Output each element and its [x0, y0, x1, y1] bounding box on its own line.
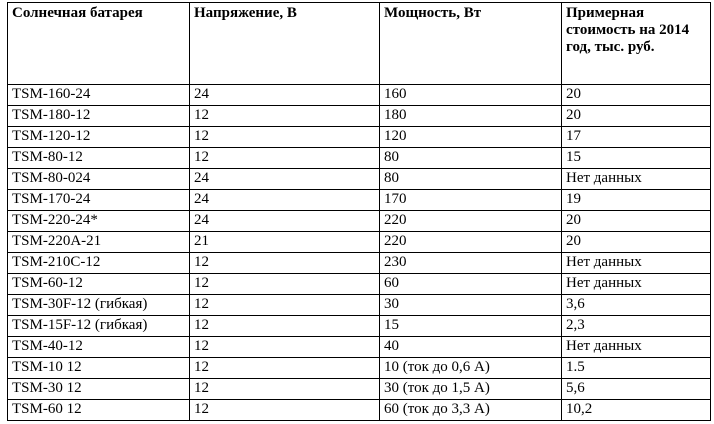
cell-panel-model: TSM-80-12 [8, 148, 190, 169]
cell-voltage: 24 [190, 190, 380, 211]
cell-panel-model: TSM-60-12 [8, 274, 190, 295]
table-row [8, 148, 711, 169]
cell-voltage: 12 [190, 295, 380, 316]
cell-power: 230 [380, 253, 562, 274]
cell-panel-model: TSM-120-12 [8, 127, 190, 148]
header-power: Мощность, Вт [380, 3, 562, 85]
header-cost: Примерная стоимость на 2014 год, тыс. руб. [562, 3, 711, 85]
cell-panel-model: TSM-80-024 [8, 169, 190, 190]
cell-power: 180 [380, 106, 562, 127]
cell-cost: 19 [562, 190, 711, 211]
cell-voltage: 24 [190, 169, 380, 190]
cell-panel-model: TSM-160-24 [8, 85, 190, 106]
cell-power: 30 (ток до 1,5 А) [380, 379, 562, 400]
cell-cost: 5,6 [562, 379, 711, 400]
cell-panel-model: TSM-10 12 [8, 358, 190, 379]
cell-voltage: 12 [190, 127, 380, 148]
cell-panel-model: TSM-210C-12 [8, 253, 190, 274]
table-row [8, 211, 711, 232]
cell-cost: 15 [562, 148, 711, 169]
table-row [8, 358, 711, 379]
table-row [8, 379, 711, 400]
cell-panel-model: TSM-40-12 [8, 337, 190, 358]
cell-cost: 17 [562, 127, 711, 148]
header-panel: Солнечная батарея [8, 3, 190, 85]
cell-power: 80 [380, 169, 562, 190]
cell-cost: 20 [562, 85, 711, 106]
cell-cost: 20 [562, 211, 711, 232]
cell-panel-model: TSM-220-24* [8, 211, 190, 232]
cell-voltage: 12 [190, 274, 380, 295]
cell-cost: 1.5 [562, 358, 711, 379]
cell-panel-model: TSM-220A-21 [8, 232, 190, 253]
table-row [8, 169, 711, 190]
table-row [8, 85, 711, 106]
cell-cost: 20 [562, 106, 711, 127]
cell-cost: 10,2 [562, 400, 711, 421]
cell-power: 120 [380, 127, 562, 148]
cell-voltage: 12 [190, 148, 380, 169]
table-row [8, 253, 711, 274]
cell-cost: Нет данных [562, 274, 711, 295]
cell-power: 220 [380, 232, 562, 253]
cell-power: 30 [380, 295, 562, 316]
cell-power: 40 [380, 337, 562, 358]
table-header-row [8, 3, 711, 85]
cell-panel-model: TSM-30F-12 (гибкая) [8, 295, 190, 316]
table-row [8, 400, 711, 421]
table-row [8, 295, 711, 316]
table-row [8, 274, 711, 295]
header-voltage: Напряжение, В [190, 3, 380, 85]
cell-power: 80 [380, 148, 562, 169]
cell-voltage: 12 [190, 316, 380, 337]
table-body [8, 85, 711, 421]
table-row [8, 232, 711, 253]
cell-cost: 20 [562, 232, 711, 253]
solar-panels-table [7, 2, 711, 421]
cell-power: 170 [380, 190, 562, 211]
cell-voltage: 21 [190, 232, 380, 253]
cell-panel-model: TSM-30 12 [8, 379, 190, 400]
cell-power: 60 (ток до 3,3 А) [380, 400, 562, 421]
cell-voltage: 24 [190, 211, 380, 232]
table-row [8, 127, 711, 148]
cell-voltage: 24 [190, 85, 380, 106]
cell-power: 220 [380, 211, 562, 232]
cell-power: 15 [380, 316, 562, 337]
table-row [8, 106, 711, 127]
cell-power: 160 [380, 85, 562, 106]
cell-voltage: 12 [190, 106, 380, 127]
cell-cost: 3,6 [562, 295, 711, 316]
cell-cost: Нет данных [562, 169, 711, 190]
cell-voltage: 12 [190, 253, 380, 274]
cell-panel-model: TSM-170-24 [8, 190, 190, 211]
cell-power: 60 [380, 274, 562, 295]
cell-cost: Нет данных [562, 337, 711, 358]
cell-voltage: 12 [190, 337, 380, 358]
cell-power: 10 (ток до 0,6 А) [380, 358, 562, 379]
cell-cost: Нет данных [562, 253, 711, 274]
cell-voltage: 12 [190, 400, 380, 421]
cell-voltage: 12 [190, 379, 380, 400]
table-row [8, 337, 711, 358]
cell-voltage: 12 [190, 358, 380, 379]
cell-panel-model: TSM-15F-12 (гибкая) [8, 316, 190, 337]
cell-panel-model: TSM-180-12 [8, 106, 190, 127]
table-row [8, 190, 711, 211]
cell-cost: 2,3 [562, 316, 711, 337]
cell-panel-model: TSM-60 12 [8, 400, 190, 421]
table-row [8, 316, 711, 337]
